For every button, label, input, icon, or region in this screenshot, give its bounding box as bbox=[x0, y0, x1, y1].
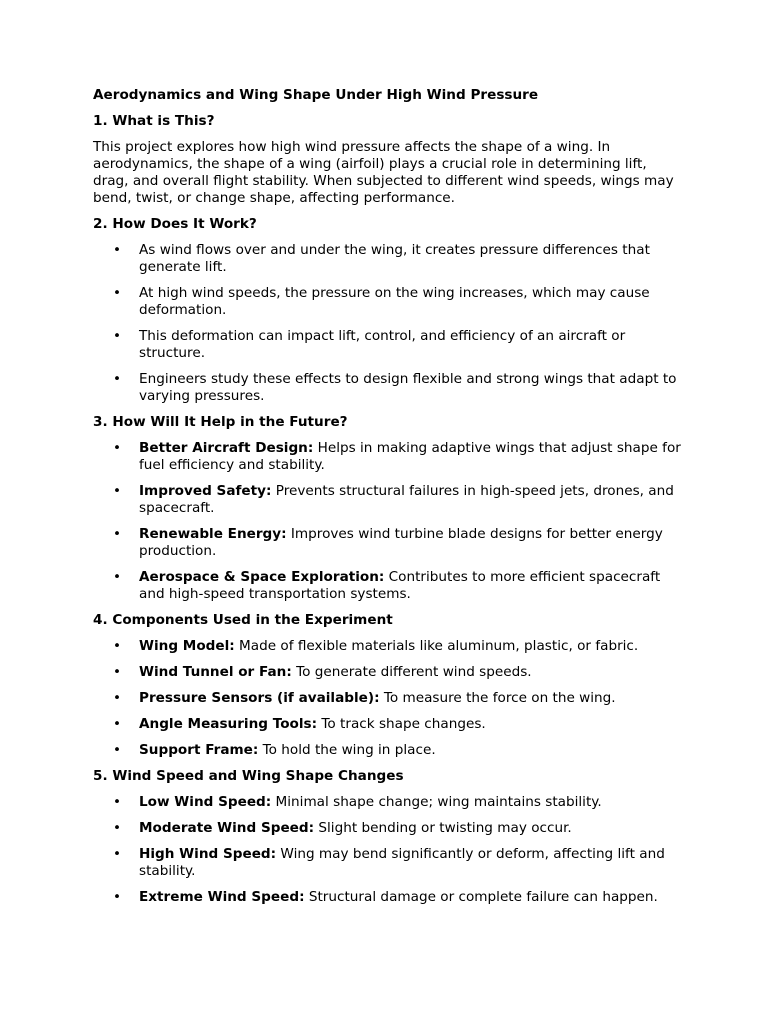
document-title: Aerodynamics and Wing Shape Under High Wind Pressure bbox=[93, 87, 539, 103]
bullet-icon: • bbox=[113, 846, 122, 862]
list-item-term: Wing Model: bbox=[139, 638, 235, 654]
list-item bbox=[93, 846, 683, 880]
list-item-text: Helps in making adaptive wings that adjust shape for fuel efficiency and stability. bbox=[139, 440, 681, 473]
bullet-list-how-does-it-work bbox=[93, 242, 683, 405]
list-item-term: Renewable Energy: bbox=[139, 526, 287, 542]
bullet-icon: • bbox=[113, 285, 122, 301]
list-item-term: Low Wind Speed: bbox=[139, 794, 272, 810]
list-item-term: Improved Safety: bbox=[139, 483, 272, 499]
bullet-icon: • bbox=[113, 483, 122, 499]
list-item bbox=[93, 483, 683, 517]
list-item bbox=[93, 742, 683, 759]
list-item-term: High Wind Speed: bbox=[139, 846, 277, 862]
list-item-text: Minimal shape change; wing maintains stability. bbox=[271, 794, 602, 810]
list-item-text: To track shape changes. bbox=[317, 716, 486, 732]
bullet-icon: • bbox=[113, 328, 122, 344]
list-item-term: Aerospace & Space Exploration: bbox=[139, 569, 385, 585]
list-item-text: To generate different wind speeds. bbox=[291, 664, 532, 680]
list-item bbox=[93, 664, 683, 681]
list-item-term: Extreme Wind Speed: bbox=[139, 889, 305, 905]
section-heading-how-does-it-work: 2. How Does It Work? bbox=[93, 216, 257, 232]
list-item bbox=[93, 889, 683, 906]
bullet-icon: • bbox=[113, 440, 122, 456]
list-item-text: Slight bending or twisting may occur. bbox=[314, 820, 572, 836]
list-item bbox=[93, 242, 683, 276]
list-item-text: Improves wind turbine blade designs for better energy production. bbox=[139, 526, 663, 559]
bullet-icon: • bbox=[113, 690, 122, 706]
document-page bbox=[93, 87, 683, 915]
bullet-list-components bbox=[93, 638, 683, 759]
bullet-icon: • bbox=[113, 371, 122, 387]
list-item bbox=[93, 690, 683, 707]
bullet-icon: • bbox=[113, 638, 122, 654]
bullet-icon: • bbox=[113, 526, 122, 542]
list-item-text: Prevents structural failures in high-speed jets, drones, and spacecraft. bbox=[139, 483, 674, 516]
list-item bbox=[93, 371, 683, 405]
section-heading-components: 4. Components Used in the Experiment bbox=[93, 612, 393, 628]
list-item-term: Angle Measuring Tools: bbox=[139, 716, 318, 732]
list-item bbox=[93, 440, 683, 474]
list-item bbox=[93, 526, 683, 560]
list-item bbox=[93, 794, 683, 811]
list-item-term: Pressure Sensors (if available): bbox=[139, 690, 380, 706]
bullet-icon: • bbox=[113, 242, 122, 258]
bullet-icon: • bbox=[113, 742, 122, 758]
section-paragraph-what-is-this: This project explores how high wind pressure affects the shape of a wing. In aerodynamics, the shape of a wing (airfoil) plays a crucial role in determining lift, drag, and overall flight stability. When subjected to different wind speeds, wings may bend, twist, or change shape, affecting performance. bbox=[93, 139, 674, 206]
section-heading-what-is-this: 1. What is This? bbox=[93, 113, 215, 129]
bullet-icon: • bbox=[113, 794, 122, 810]
list-item-text: Engineers study these effects to design flexible and strong wings that adapt to varying pressures. bbox=[139, 371, 677, 404]
list-item bbox=[93, 716, 683, 733]
bullet-icon: • bbox=[113, 569, 122, 585]
list-item-term: Wind Tunnel or Fan: bbox=[139, 664, 292, 680]
bullet-icon: • bbox=[113, 820, 122, 836]
list-item-text: Wing may bend significantly or deform, affecting lift and stability. bbox=[139, 846, 665, 879]
list-item bbox=[93, 569, 683, 603]
list-item-text: To hold the wing in place. bbox=[258, 742, 436, 758]
bullet-list-wind-speed bbox=[93, 794, 683, 906]
bullet-icon: • bbox=[113, 716, 122, 732]
list-item-text: Made of flexible materials like aluminum, plastic, or fabric. bbox=[234, 638, 639, 654]
list-item bbox=[93, 820, 683, 837]
list-item-text: As wind flows over and under the wing, it creates pressure differences that generate lift. bbox=[139, 242, 650, 275]
list-item-text: Structural damage or complete failure can happen. bbox=[304, 889, 658, 905]
list-item-term: Support Frame: bbox=[139, 742, 259, 758]
list-item-term: Better Aircraft Design: bbox=[139, 440, 314, 456]
list-item-text: To measure the force on the wing. bbox=[379, 690, 616, 706]
list-item bbox=[93, 328, 683, 362]
section-heading-wind-speed: 5. Wind Speed and Wing Shape Changes bbox=[93, 768, 404, 784]
list-item bbox=[93, 638, 683, 655]
section-heading-future-help: 3. How Will It Help in the Future? bbox=[93, 414, 348, 430]
list-item bbox=[93, 285, 683, 319]
list-item-text: Contributes to more efficient spacecraft and high-speed transportation systems. bbox=[139, 569, 661, 602]
list-item-text: At high wind speeds, the pressure on the wing increases, which may cause deformation. bbox=[139, 285, 650, 318]
list-item-text: This deformation can impact lift, control, and efficiency of an aircraft or structure. bbox=[139, 328, 626, 361]
list-item-term: Moderate Wind Speed: bbox=[139, 820, 315, 836]
bullet-list-future-help bbox=[93, 440, 683, 603]
bullet-icon: • bbox=[113, 889, 122, 905]
bullet-icon: • bbox=[113, 664, 122, 680]
